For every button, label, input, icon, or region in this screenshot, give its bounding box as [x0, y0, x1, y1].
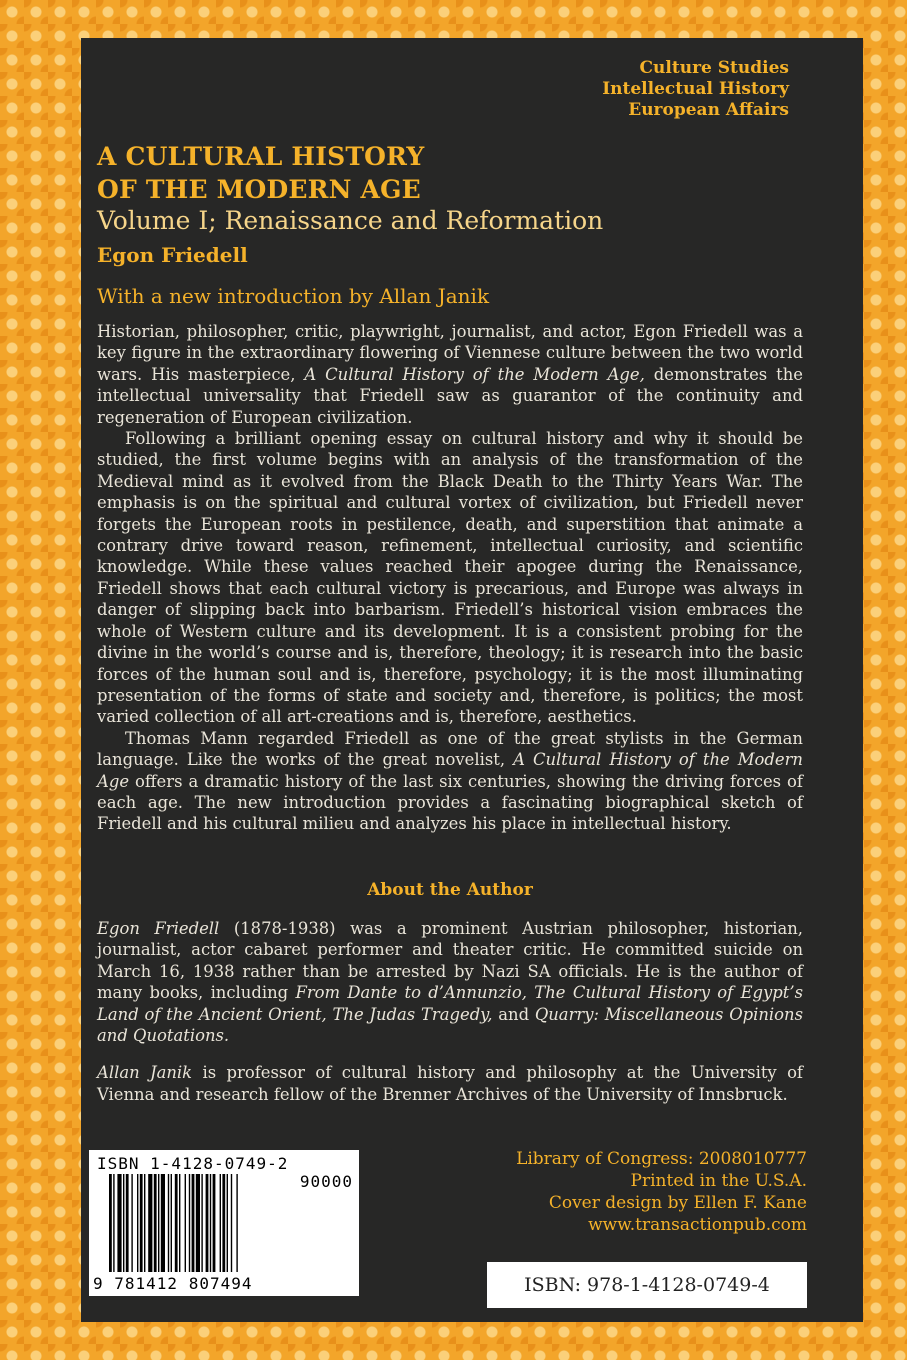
- barcode-digits: 9 781412 807494: [93, 1274, 253, 1293]
- barcode-bar: [126, 1174, 129, 1272]
- barcode-bar: [117, 1174, 121, 1272]
- description-paragraph-3: Thomas Mann regarded Friedell as one of the great stylists in the German language. Like the works of the great novelist, A Cultural History of the Modern Age offers a dramatic history of the last six centuries, showing the driving forces of each age. The new introduction provides a fascinating biographical sketch of Friedell and his cultural milieu and analyzes his place in intellectual history.: [97, 728, 803, 834]
- publisher-url[interactable]: www.transactionpub.com: [588, 1215, 807, 1235]
- barcode-bar: [179, 1174, 180, 1272]
- barcode-price-code: 90000: [299, 1172, 353, 1191]
- printed-in: Printed in the U.S.A.: [630, 1171, 807, 1191]
- barcode-bar: [158, 1174, 159, 1272]
- barcode-bar: [140, 1174, 143, 1272]
- library-of-congress: Library of Congress: 2008010777: [516, 1149, 807, 1169]
- subject-intellectual-history: Intellectual History: [602, 79, 789, 99]
- publisher-info: [516, 1148, 807, 1236]
- friedell-bio: Egon Friedell (1878-1938) was a prominent Austrian philosopher, historian, journalist, actor cabaret performer and theater critic. He committed suicide on March 16, 1938 rather than be arrested by Nazi SA officials. He is the author of many books, including From Dante to d’Annunzio, The Cultural History of Egypt’s Land of the Ancient Orient, The Judas Tragedy, and Quarry: Miscellaneous Opinions and Quotations.: [97, 919, 804, 1046]
- barcode-bar: [231, 1174, 232, 1272]
- subject-european-affairs: European Affairs: [628, 100, 789, 120]
- barcode-bar: [196, 1174, 200, 1272]
- subject-categories: [602, 58, 789, 121]
- barcode-bar: [161, 1174, 165, 1272]
- barcode-bar: [189, 1174, 190, 1272]
- barcode-bar: [222, 1174, 225, 1272]
- author-name: Egon Friedell: [97, 243, 248, 267]
- volume-subtitle: Volume I; Renaissance and Reformation: [97, 206, 604, 235]
- janik-bio: Allan Janik is professor of cultural history and philosophy at the University of Vienna and research fellow of the Brenner Archives of the University of Innsbruck.: [97, 1063, 803, 1104]
- barcode-isbn-label: ISBN 1-4128-0749-2: [97, 1154, 289, 1173]
- book-description: [97, 321, 803, 835]
- description-paragraph-2: Following a brilliant opening essay on cultural history and why it should be studied, the first volume begins with an analysis of the transformation of the Medieval mind as it evolved from the Black Death to the Thirty Years War. The emphasis is on the spiritual and cultural vortex of civilization, but Friedell never forgets the European roots in pestilence, death, and superstition that animate a contrary drive toward reason, refinement, intellectual curiosity, and scientific knowledge. While these values reached their apogee during the Renaissance, Friedell shows that each cultural victory is precarious, and Europe was always in danger of slipping back into barbarism. Friedell’s historical vision embraces the whole of Western culture and its development. It is a consistent probing for the divine in the world’s course and is, therefore, theology; it is research into the basic forces of the human soul and is, therefore, psychology; it is the most illuminating presentation of the forms of state and society and, therefore, is politics; the most varied collection of all art-creations and is, therefore, aesthetics.: [97, 429, 803, 727]
- barcode-bar: [185, 1174, 186, 1272]
- barcode-bar: [148, 1174, 152, 1272]
- barcode-bar: [109, 1174, 112, 1272]
- barcode-bar: [236, 1174, 237, 1272]
- cover-design-credit: Cover design by Ellen F. Kane: [548, 1193, 807, 1213]
- introduction-credit: With a new introduction by Allan Janik: [97, 284, 490, 308]
- barcode-bar: [175, 1174, 178, 1272]
- barcode-bar: [220, 1174, 221, 1272]
- barcode-bar: [210, 1174, 211, 1272]
- barcode-bar: [171, 1174, 172, 1272]
- barcode-bar: [213, 1174, 216, 1272]
- title-line-2: OF THE MODERN AGE: [97, 175, 421, 204]
- barcode: [89, 1150, 359, 1296]
- barcode-bar: [123, 1174, 124, 1272]
- barcode-bar: [206, 1174, 209, 1272]
- barcode-bars: [109, 1174, 271, 1272]
- barcode-bar: [168, 1174, 169, 1272]
- title-line-1: A CULTURAL HISTORY: [97, 142, 425, 171]
- about-author-heading: About the Author: [367, 880, 533, 900]
- barcode-bar: [192, 1174, 195, 1272]
- barcode-bar: [154, 1174, 157, 1272]
- barcode-bar: [131, 1174, 132, 1272]
- book-title: [97, 140, 424, 206]
- back-cover-panel: [81, 38, 863, 1322]
- description-paragraph-1: Historian, philosopher, critic, playwright, journalist, and actor, Egon Friedell was a key figure in the extraordinary flowering of Viennese culture between the two world wars. His masterpiece, A Cultural History of the Modern Age, demonstrates the intellectual universality that Friedell saw as guarantor of the continuity and regeneration of European civilization.: [97, 322, 803, 427]
- barcode-bar: [137, 1174, 138, 1272]
- isbn-13-box: ISBN: 978-1-4128-0749-4: [487, 1262, 807, 1308]
- barcode-bar: [144, 1174, 145, 1272]
- barcode-bar: [113, 1174, 114, 1272]
- barcode-bar: [227, 1174, 228, 1272]
- barcode-bar: [201, 1174, 202, 1272]
- about-author-section: [97, 918, 803, 1121]
- subject-culture-studies: Culture Studies: [639, 58, 789, 78]
